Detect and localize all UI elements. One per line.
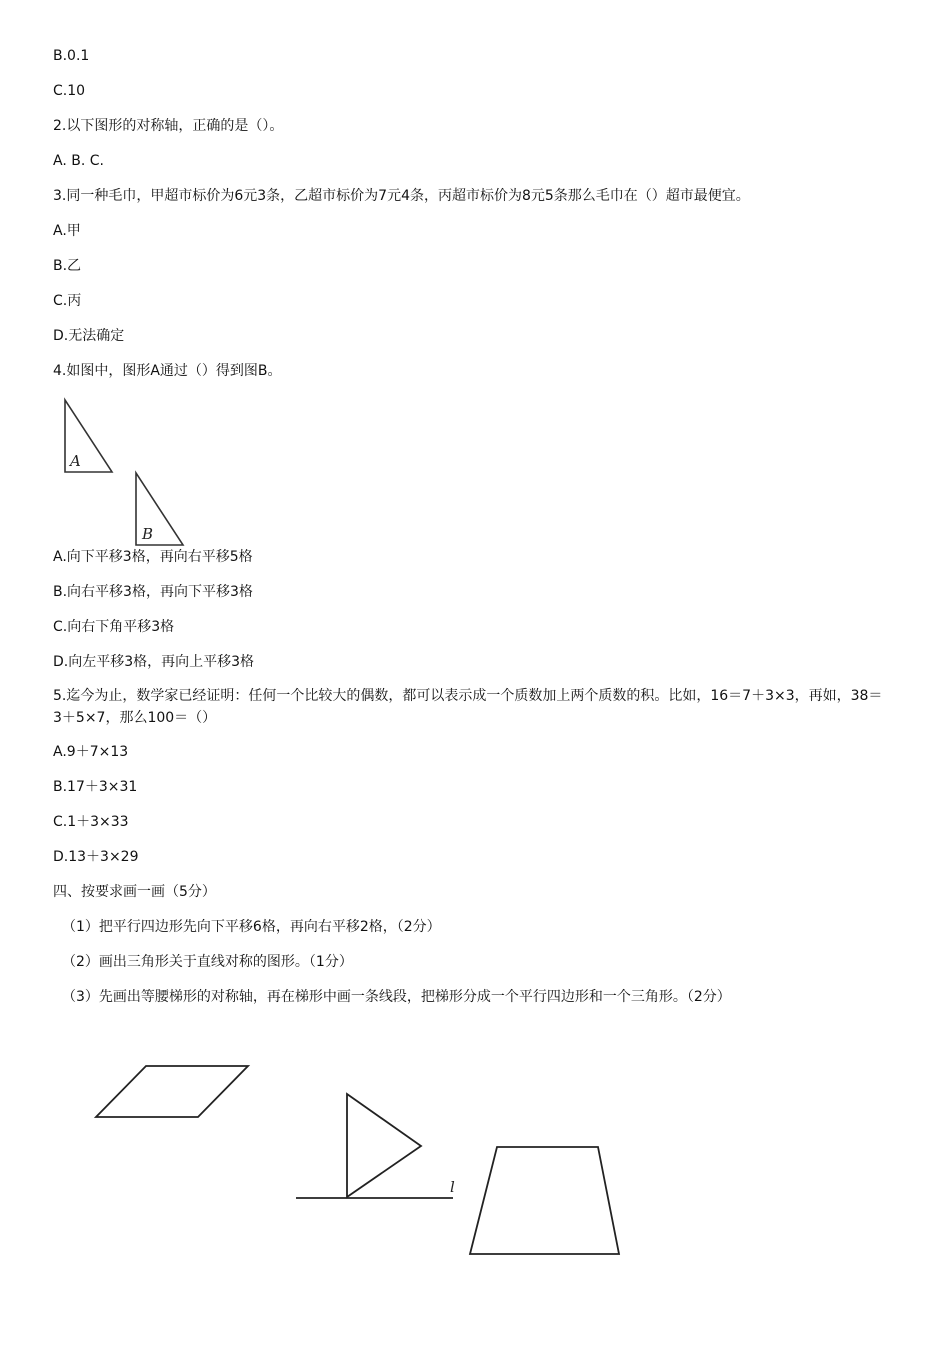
option-a-q5: A.9＋7×13 [53, 744, 129, 760]
question-5: 5.迄今为止，数学家已经证明：任何一个比较大的偶数，都可以表示成一个质数加上两个质数的积。比如，16＝7＋3×3，再如，38＝3＋5×7，那么100＝（） [53, 688, 883, 726]
question-4: 4.如图中，图形A通过（）得到图B。 [53, 363, 282, 379]
option-b-q4: B.向右平移3格，再向下平移3格 [53, 584, 253, 600]
question-3: 3.同一种毛巾，甲超市标价为6元3条，乙超市标价为7元4条，丙超市标价为8元5条那么毛巾在（）超市最便宜。 [53, 188, 750, 204]
option-c-q1: C.10 [53, 83, 86, 99]
question-2-options: A. B. C. [53, 153, 104, 169]
option-a-q4: A.向下平移3格，再向右平移5格 [53, 549, 253, 565]
option-b-q1: B.0.1 [53, 48, 90, 64]
section-four-heading: 四、按要求画一画（5分） [53, 884, 216, 900]
option-b-q3: B.乙 [53, 258, 82, 274]
question-2: 2.以下图形的对称轴，正确的是（）。 [53, 118, 284, 134]
symmetry-line-label: l [450, 1178, 455, 1196]
triangle-b-label: B [142, 525, 154, 543]
parallelogram [96, 1066, 248, 1117]
option-d-q4: D.向左平移3格，再向上平移3格 [53, 654, 255, 670]
triangle-a-label: A [70, 452, 81, 470]
triangle-to-reflect [347, 1094, 421, 1197]
task-3: （3）先画出等腰梯形的对称轴，再在梯形中画一条线段，把梯形分成一个平行四边形和一个三角形。（2分） [62, 989, 731, 1005]
option-c-q4: C.向右下角平移3格 [53, 619, 175, 635]
option-c-q3: C.丙 [53, 293, 82, 309]
option-b-q5: B.17＋3×31 [53, 779, 138, 795]
option-d-q5: D.13＋3×29 [53, 849, 139, 865]
task-2: （2）画出三角形关于直线对称的图形。（1分） [62, 954, 353, 970]
task-1: （1）把平行四边形先向下平移6格，再向右平移2格，（2分） [62, 919, 441, 935]
option-d-q3: D.无法确定 [53, 328, 125, 344]
isosceles-trapezoid [470, 1147, 619, 1254]
option-a-q3: A.甲 [53, 223, 81, 239]
option-c-q5: C.1＋3×33 [53, 814, 129, 830]
